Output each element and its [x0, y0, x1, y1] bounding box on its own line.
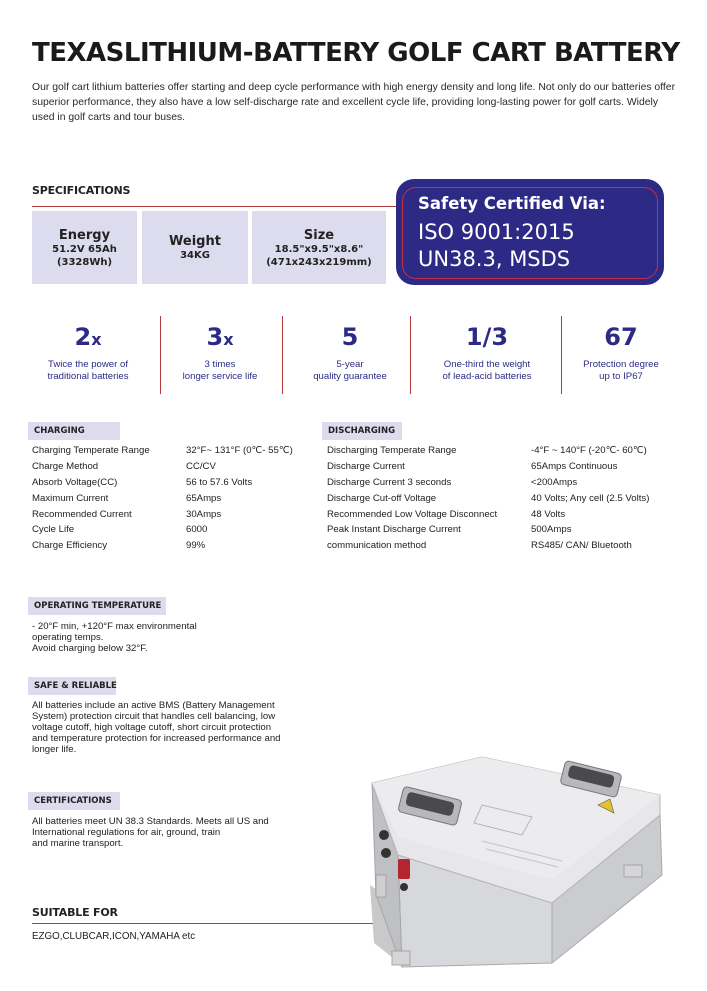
- stat-caption: of lead-acid batteries: [442, 371, 532, 382]
- spec-energy-value: 51.2V 65Ah: [52, 244, 117, 255]
- operating-temperature-text: [32, 621, 197, 654]
- charging-label: Charge Efficiency: [32, 540, 108, 551]
- charging-label: Charging Temperate Range: [32, 445, 150, 456]
- charging-value: 30Amps: [186, 509, 222, 520]
- charging-value: 32°F~ 131°F (0℃- 55℃): [186, 445, 293, 456]
- stat-value: 5: [341, 323, 359, 351]
- suitable-for-text: EZGO,CLUBCAR,ICON,YAMAHA etc: [32, 931, 196, 942]
- text-line: and marine transport.: [32, 838, 124, 849]
- charging-label: Cycle Life: [32, 524, 75, 535]
- text-line: - 20°F min, +120°F max environmental: [32, 621, 197, 632]
- spec-weight-box: [142, 211, 248, 284]
- safety-title: Safety Certified Via:: [418, 194, 606, 213]
- discharging-label: Peak Instant Discharge Current: [327, 524, 461, 535]
- text-line: International regulations for air, ground, train: [32, 827, 221, 838]
- discharging-label: Discharging Temperate Range: [327, 445, 457, 456]
- specifications-heading: SPECIFICATIONS: [32, 184, 131, 197]
- stat-protection: [561, 322, 681, 383]
- discharging-value: 48 Volts: [531, 509, 566, 520]
- spec-weight-label: Weight: [169, 234, 221, 249]
- discharging-label: Recommended Low Voltage Disconnect: [327, 509, 498, 520]
- text-line: longer life.: [32, 744, 77, 755]
- charging-label: Recommended Current: [32, 509, 132, 520]
- charging-value: CC/CV: [186, 461, 216, 472]
- stat-caption: 5-year: [336, 359, 364, 370]
- stat-divider: [282, 316, 283, 394]
- charging-value: 65Amps: [186, 493, 222, 504]
- text-line: voltage cutoff, high voltage cutoff, short circuit protection: [32, 722, 272, 733]
- spec-size-mm: (471x243x219mm): [266, 257, 372, 268]
- safety-certified-panel: [396, 179, 664, 285]
- certifications-tag: CERTIFICATIONS: [28, 792, 120, 810]
- stat-weight-ratio: [420, 322, 554, 383]
- spec-energy-label: Energy: [58, 228, 111, 243]
- page-title: TEXASLITHIUM-BATTERY GOLF CART BATTERY: [32, 38, 680, 68]
- discharging-value: -4°F ~ 140°F (-20℃- 60℃): [531, 445, 647, 456]
- stat-service-life: [160, 322, 280, 383]
- charging-value: 6000: [186, 524, 208, 535]
- stat-value: 2: [74, 323, 92, 351]
- charging-label: Absorb Voltage(CC): [32, 477, 118, 488]
- stat-caption: quality guarantee: [313, 371, 387, 382]
- charging-value: 99%: [186, 540, 206, 551]
- text-line: Avoid charging below 32°F.: [32, 643, 148, 654]
- charging-label: Charge Method: [32, 461, 99, 472]
- text-line: and temperature protection for increased performance and: [32, 733, 281, 744]
- text-line: System) protection circuit that handles cell balancing, low: [32, 711, 276, 722]
- discharging-value: <200Amps: [531, 477, 578, 488]
- intro-paragraph: Our golf cart lithium batteries offer starting and deep cycle performance with high energy density and long life. Not only do our batteries offer superior performance, they also have a low self-discharge rate and excellent cycle life, providing long-lasting power for golf carts. Widely used in golf carts and tour buses.: [32, 82, 676, 123]
- safe-reliable-text: [32, 700, 281, 755]
- discharging-value: 65Amps Continuous: [531, 461, 618, 472]
- battery-product-image: [362, 755, 664, 975]
- text-line: All batteries include an active BMS (Battery Management: [32, 700, 275, 711]
- suitable-for-heading: SUITABLE FOR: [32, 906, 118, 919]
- stat-caption: longer service life: [182, 371, 258, 382]
- spec-size-label: Size: [303, 228, 335, 243]
- discharging-label: Discharge Current 3 seconds: [327, 477, 452, 488]
- stat-caption: 3 times: [204, 359, 236, 370]
- stat-suffix: x: [223, 330, 234, 349]
- suitable-for-divider: [32, 923, 398, 924]
- safety-un: UN38.3, MSDS: [418, 247, 571, 271]
- stat-caption: up to IP67: [599, 371, 643, 382]
- spec-size-box: [252, 211, 386, 284]
- charging-value: 56 to 57.6 Volts: [186, 477, 253, 488]
- stat-caption: Twice the power of: [48, 359, 128, 370]
- stat-suffix: x: [91, 330, 102, 349]
- stat-caption: traditional batteries: [47, 371, 129, 382]
- spec-weight-value: 34KG: [180, 250, 210, 261]
- stat-caption: One-third the weight: [443, 359, 531, 370]
- specifications-divider: [32, 206, 398, 207]
- stat-divider: [410, 316, 411, 394]
- discharging-label: communication method: [327, 540, 427, 551]
- safety-iso: ISO 9001:2015: [418, 220, 575, 244]
- safe-reliable-tag: SAFE & RELIABLE: [28, 677, 116, 695]
- discharging-label: Discharge Cut-off Voltage: [327, 493, 437, 504]
- text-line: All batteries meet UN 38.3 Standards. Meets all US and: [32, 816, 269, 827]
- certifications-text: [32, 816, 269, 849]
- stat-guarantee: [290, 322, 410, 383]
- discharging-label: Discharge Current: [327, 461, 405, 472]
- charging-label: Maximum Current: [32, 493, 109, 504]
- spec-energy-box: [32, 211, 137, 284]
- charging-tag: CHARGING: [28, 422, 120, 440]
- operating-temperature-tag: OPERATING TEMPERATURE: [28, 597, 166, 615]
- stat-value: 1/3: [465, 323, 509, 351]
- discharging-value: RS485/ CAN/ Bluetooth: [531, 540, 632, 551]
- spec-energy-wh: (3328Wh): [56, 257, 113, 268]
- spec-size-inches: 18.5"x9.5"x8.6": [274, 244, 364, 255]
- stat-value: 3: [206, 323, 224, 351]
- stat-value: 67: [604, 323, 638, 351]
- discharging-value: 500Amps: [531, 524, 572, 535]
- discharging-value: 40 Volts; Any cell (2.5 Volts): [531, 493, 650, 504]
- text-line: operating temps.: [32, 632, 104, 643]
- stat-power: [28, 322, 148, 383]
- discharging-tag: DISCHARGING: [322, 422, 402, 440]
- stat-caption: Protection degree: [583, 359, 659, 370]
